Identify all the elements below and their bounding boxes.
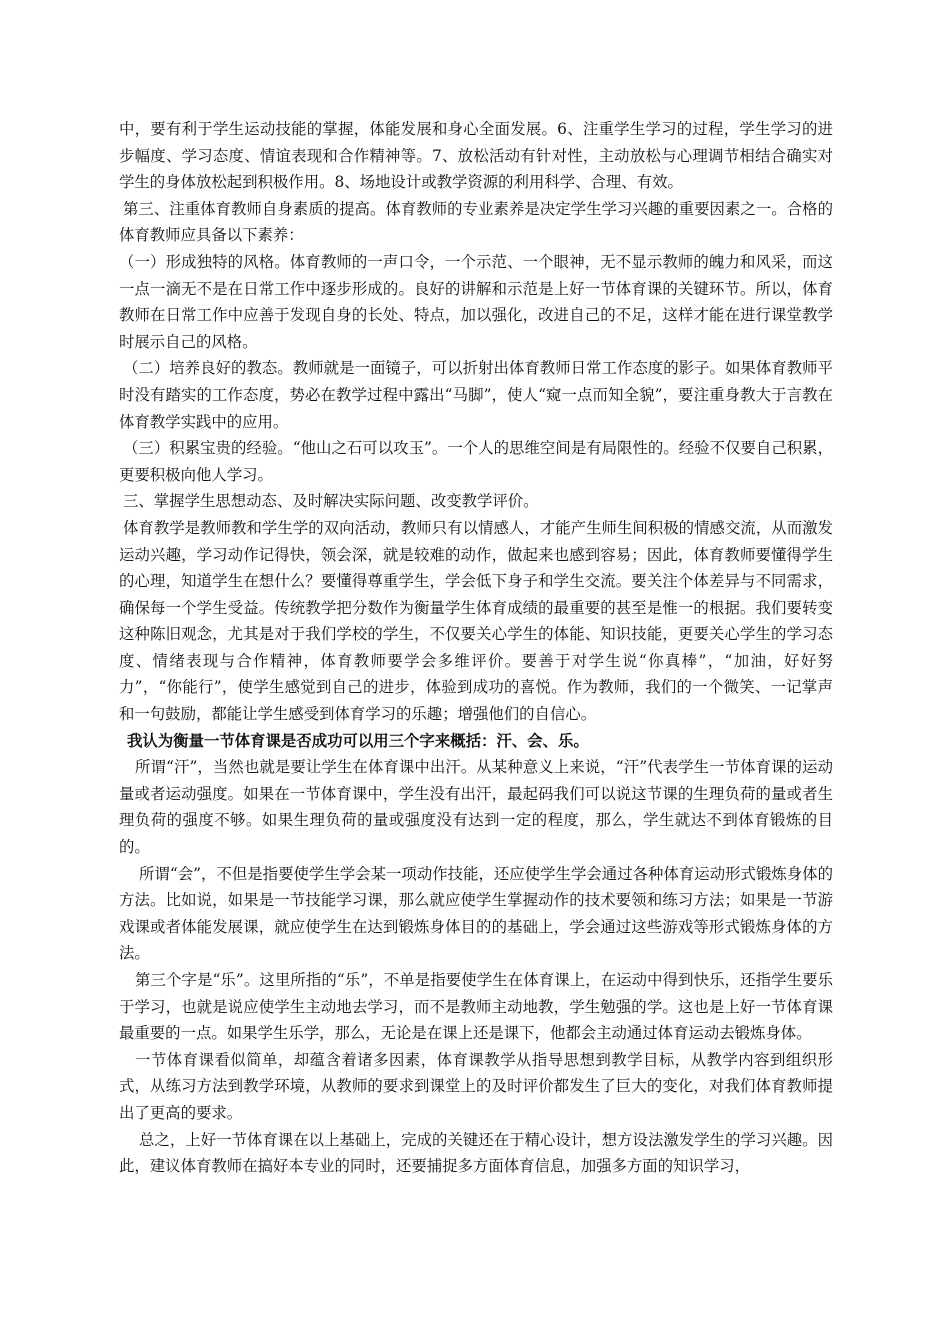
- paragraph: 中，要有利于学生运动技能的掌握，体能发展和身心全面发展。6、注重学生学习的过程，学生学习的进步幅度、学习态度、情谊表现和合作精神等。7、放松活动有针对性，主动放松与心理调节相结合确实对学生的身体放松起到积极作用。8、场地设计或教学资源的利用科学、合理、有效。: [119, 120, 833, 192]
- paragraph: 第三个字是“乐”。这里所指的“乐”，不单是指要使学生在体育课上，在运动中得到快乐，还指学生要乐于学习，也就是说应使学生主动地去学习，而不是教师主动地教，学生勉强的学。这也是上好一节体育课最重要的一点。如果学生乐学，那么，无论是在课上还是课下，他都会主动通过体育运动去锻炼身体。: [119, 971, 833, 1043]
- paragraph: 一节体育课看似简单，却蕴含着诸多因素，体育课教学从指导思想到教学目标，从教学内容到组织形式，从练习方法到教学环境，从教师的要求到课堂上的及时评价都发生了巨大的变化，对我们体育教师提出了更高的要求。: [119, 1050, 833, 1122]
- section-heading: 三、掌握学生思想动态、及时解决实际问题、改变教学评价。: [123, 492, 539, 511]
- paragraph: 所谓“会”，不但是指要使学生学会某一项动作技能，还应使学生学会通过各种体育运动形式锻炼身体的方法。比如说，如果是一节技能学习课，那么就应使学生掌握动作的技术要领和练习方法；如果是一节游戏课或者体能发展课，就应使学生在达到锻炼身体目的的基础上，学会通过这些游戏等形式锻炼身体的方法。: [119, 864, 833, 963]
- paragraph: 体育教学是教师教和学生学的双向活动，教师只有以情感人，才能产生师生间积极的情感交流，从而激发运动兴趣，学习动作记得快，领会深，就是较难的动作，做起来也感到容易；因此，体育教师要懂得学生的心理，知道学生在想什么？要懂得尊重学生，学会低下身子和学生交流。要关注个体差异与不同需求，确保每一个学生受益。传统教学把分数作为衡量学生体育成绩的最重要的甚至是惟一的根据。我们要转变这种陈旧观念，尤其是对于我们学校的学生，不仅要关心学生的体能、知识技能，更要关心学生的学习态度、情绪表现与合作精神，体育教师要学会多维评价。要善于对学生说“你真棒”，“加油，好好努力”，“你能行”，使学生感觉到自己的进步，体验到成功的喜悦。作为教师，我们的一个微笑、一记掌声和一句鼓励，都能让学生感受到体育学习的乐趣；增强他们的自信心。: [119, 518, 833, 724]
- paragraph: （二）培养良好的教态。教师就是一面镜子，可以折射出体育教师日常工作态度的影子。如果体育教师平时没有踏实的工作态度，势必在教学过程中露出“马脚”，使人“窥一点而知全貌”，要注重身教大于言教在体育教学实践中的应用。: [119, 359, 833, 431]
- paragraph: 所谓“汗”，当然也就是要让学生在体育课中出汗。从某种意义上来说，“汗”代表学生一节体育课的运动量或者运动强度。如果在一节体育课中，学生没有出汗，最起码我们可以说这节课的生理负荷的量或者生理负荷的强度不够。如果生理负荷的量或强度没有达到一定的程度，那么，学生就达不到体育锻炼的目的。: [119, 758, 833, 857]
- paragraph: （一）形成独特的风格。体育教师的一声口令，一个示范、一个眼神，无不显示教师的魄力和风采，而这一点一滴无不是在日常工作中逐步形成的。良好的讲解和示范是上好一节体育课的关键环节。所以，体育教师在日常工作中应善于发现自身的长处、特点，加以强化，改进自己的不足，这样才能在进行课堂教学时展示自己的风格。: [119, 252, 833, 351]
- paragraph: 第三、注重体育教师自身素质的提高。体育教师的专业素养是决定学生学习兴趣的重要因素之一。合格的体育教师应具备以下素养：: [119, 199, 833, 245]
- paragraph: 总之，上好一节体育课在以上基础上，完成的关键还在于精心设计，想方设法激发学生的学习兴趣。因此，建议体育教师在搞好本专业的同时，还要捕捉多方面体育信息，加强多方面的知识学习，: [119, 1130, 833, 1176]
- bold-heading: 我认为衡量一节体育课是否成功可以用三个字来概括：汗、会、乐。: [127, 731, 589, 750]
- paragraph: （三）积累宝贵的经验。“他山之石可以攻玉”。一个人的思维空间是有局限性的。经验不仅要自己积累，更要积极向他人学习。: [119, 439, 833, 484]
- document-body: [119, 116, 833, 1180]
